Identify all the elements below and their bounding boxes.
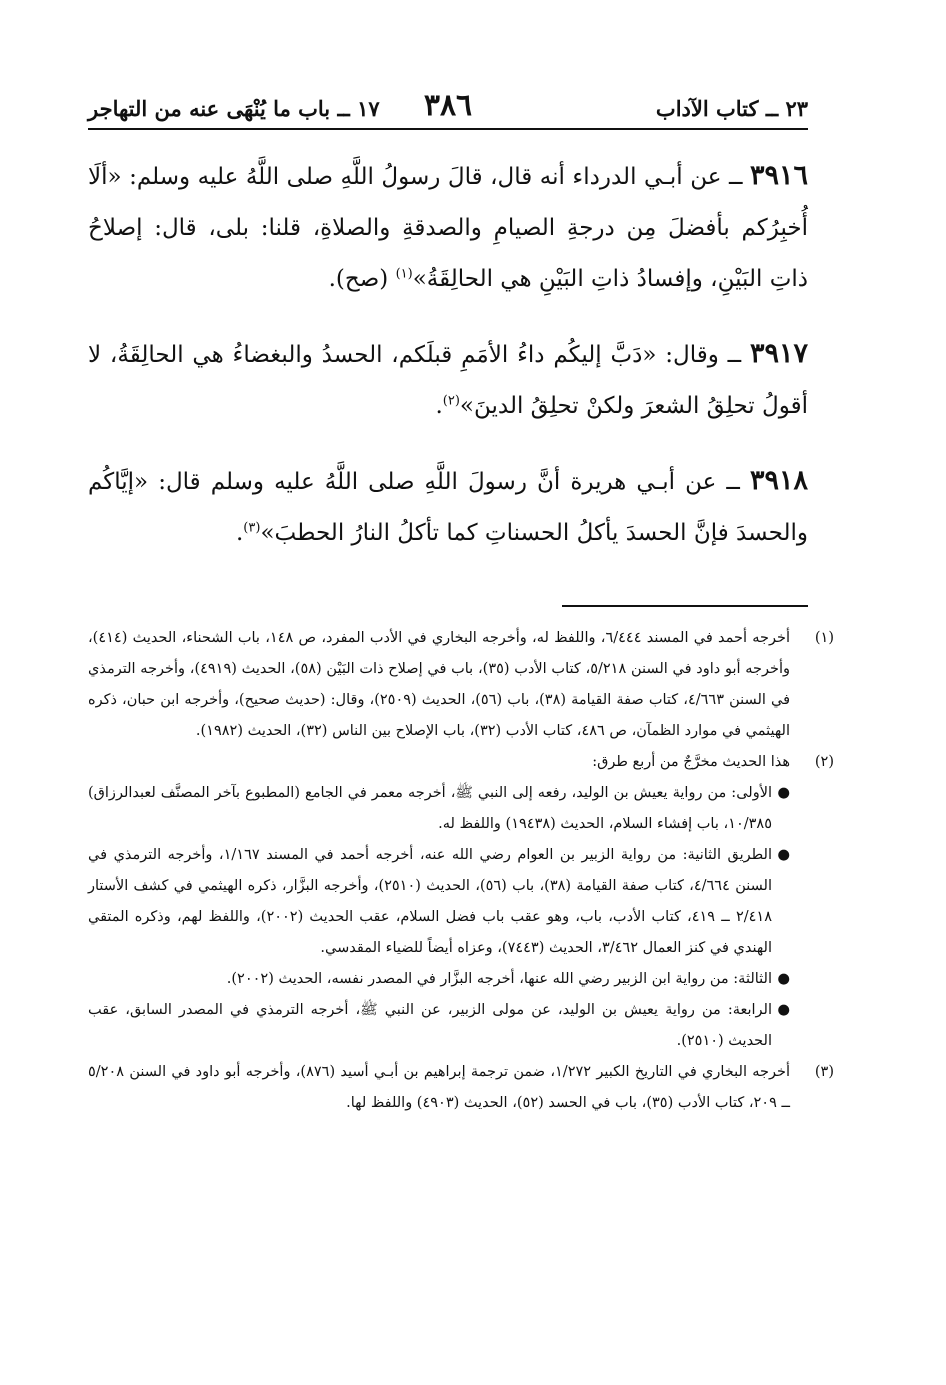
- footnote-ref: (١): [395, 266, 413, 282]
- way-text: الثالثة: من رواية ابن الزبير رضي الله عنها، أخرجه البزَّار في المصدر نفسه، الحديث (٢٠٠٢).: [226, 971, 772, 987]
- hadith-text: ــ وقال: «دَبَّ إليكُم داءُ الأمَمِ قبلَكم، الحسدُ والبغضاءُ هي الحالِقَةُ، لا أقولُ تحلِقُ الشعرَ ولكنْ تحلِقُ الدينَ»: [88, 342, 808, 419]
- bullet-icon: ●: [777, 785, 790, 801]
- hadith-number: ٣٩١٨: [749, 465, 808, 496]
- hadith-tail: (صح).: [328, 266, 396, 292]
- hadith-number: ٣٩١٧: [749, 338, 808, 369]
- footnotes: [88, 623, 834, 1119]
- page-number: ٣٨٦: [423, 88, 473, 123]
- running-header: [88, 88, 808, 130]
- footnote-way-2: [88, 840, 790, 964]
- hadith-text: ــ عن أبـي هريرة أنَّ رسولَ اللَّهِ صلى اللَّهُ عليه وسلم قال: «إيَّاكُم والحسدَ فإنَّ الحسدَ يأكلُ الحسناتِ كما تأكلُ النارُ الحطبَ»: [88, 469, 808, 546]
- footnote-text: أخرجه أحمد في المسند ٦/٤٤٤، واللفظ له، وأخرجه البخاري في الأدب المفرد، ص ١٤٨، باب الشحناء، الحديث (٤١٤)، وأخرجه أبو داود في السنن ٥/٢١٨، كتاب الأدب (٣٥)، باب في إصلاح ذات البَيْن (٥٨)، الحديث (٤٩١٩)، وأخرجه الترمذي في السنن ٤/٦٦٣، كتاب صفة القيامة (٣٨)، باب (٥٦)، الحديث (٢٥٠٩)، وقال: (حديث صحيح)، وأخرجه ابن حبان، ذكره الهيثمي في موارد الظمآن، ص ٤٨٦، كتاب الأدب (٣٢)، باب الإصلاح بين الناس (٣٢)، الحديث (١٩٨٢).: [88, 630, 791, 739]
- footnote-way-1: [88, 778, 790, 840]
- way-text: الرابعة: من رواية يعيش بن الوليد، عن مولى الزبير، عن النبي ﷺ، أخرجه الترمذي في المصدر السابق، عقب الحديث (٢٥١٠).: [88, 1002, 772, 1049]
- main-text: [88, 150, 808, 559]
- footnote-2: [88, 747, 834, 1057]
- book-title: ٢٣ ــ كتاب الآداب: [655, 96, 808, 121]
- footnote-3: [88, 1057, 834, 1119]
- footnote-ref: (٣): [243, 520, 261, 536]
- footnote-separator: [562, 605, 808, 607]
- footnote-mark: (٣): [814, 1064, 834, 1080]
- hadith-tail: .: [435, 393, 443, 419]
- bullet-icon: ●: [777, 847, 790, 863]
- footnote-way-4: [88, 995, 790, 1057]
- bullet-icon: ●: [777, 971, 790, 987]
- hadith-3917: [88, 328, 808, 432]
- footnote-1: [88, 623, 834, 747]
- hadith-number: ٣٩١٦: [749, 160, 808, 191]
- footnote-mark: (٢): [814, 754, 834, 770]
- book-page: [88, 88, 834, 1119]
- bullet-icon: ●: [777, 1002, 790, 1018]
- footnote-text: أخرجه البخاري في التاريخ الكبير ١/٢٧٢، ضمن ترجمة إبراهيم بن أبـي أسيد (٨٧٦)، وأخرجه أبو داود في السنن ٥/٢٠٨ ــ ٢٠٩، كتاب الأدب (٣٥)، باب في الحسد (٥٢)، الحديث (٤٩٠٣) واللفظ لها.: [88, 1064, 790, 1111]
- footnote-ref: (٢): [442, 393, 460, 409]
- footnote-way-3: [88, 964, 790, 995]
- hadith-3916: [88, 150, 808, 305]
- way-text: الطريق الثانية: من رواية الزبير بن العوام رضي الله عنه، أخرجه أحمد في المسند ١/١٦٧، وأخرجه الترمذي في السنن ٤/٦٦٤، كتاب صفة القيامة (٣٨)، باب (٥٦)، الحديث (٢٥١٠)، وأخرجه البزَّار، ذكره الهيثمي في كشف الأستار ٢/٤١٨ ــ ٤١٩، كتاب الأدب، باب، وهو عقب باب فضل السلام، عقب الحديث (٢٠٠٢)، واللفظ لهم، وذكره المتقي الهندي في كنز العمال ٣/٤٦٢، الحديث (٧٤٤٣)، وعزاه أيضاً للضياء المقدسي.: [88, 847, 773, 956]
- hadith-tail: .: [235, 520, 244, 546]
- way-text: الأولى: من رواية يعيش بن الوليد، رفعه إلى النبي ﷺ، أخرجه معمر في الجامع (المطبوع بآخر المصنَّف لعبدالرزاق) ١٠/٣٨٥، باب إفشاء السلام، الحديث (١٩٤٣٨) واللفظ له.: [88, 785, 772, 832]
- chapter-title: ١٧ ــ باب ما يُنْهَى عنه من التهاجر: [88, 96, 380, 121]
- footnote-mark: (١): [814, 630, 834, 646]
- hadith-text: ــ عن أبـي الدرداء أنه قال، قالَ رسولُ اللَّهِ صلى اللَّهُ عليه وسلم: «ألَا أُخبِرُكم بأفضلَ مِن درجةِ الصيامِ والصدقةِ والصلاةِ، قلنا: بلى، قال: إصلاحُ ذاتِ البَيْنِ، وإفسادُ ذاتِ البَيْنِ هي الحالِقَةُ»: [88, 164, 808, 292]
- footnote-intro: هذا الحديث مخرَّجٌ من أربع طرق:: [592, 754, 790, 770]
- hadith-3918: [88, 455, 808, 559]
